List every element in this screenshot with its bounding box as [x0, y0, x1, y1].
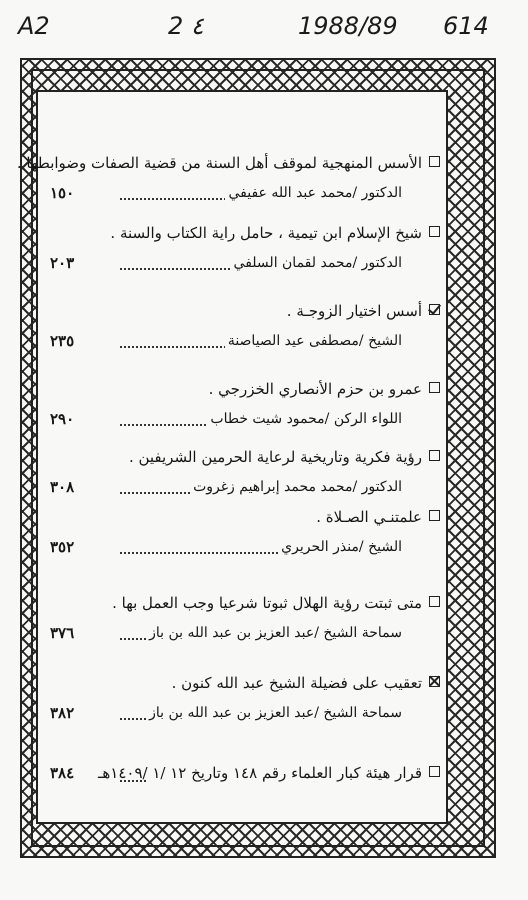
handwritten-note-year: 1988/89 [298, 12, 398, 40]
entry-page-number: ٢٣٥ [50, 332, 75, 350]
entry-author: اللواء الركن /محمود شيت خطاب [207, 406, 402, 432]
checkbox-icon[interactable] [429, 596, 440, 607]
entry-author: سماحة الشيخ /عبد العزيز بن عبد الله بن باز [146, 700, 402, 726]
entry-page-number: ٢٩٠ [50, 410, 75, 428]
contents-entry [38, 444, 446, 504]
checkbox-icon[interactable] [429, 450, 440, 461]
entry-title: متى ثبتت رؤية الهلال ثبوتا شرعيا وجب العمل بها . [112, 594, 422, 612]
leader-dots [120, 552, 286, 554]
entry-title: عمرو بن حزم الأنصاري الخزرجي . [208, 380, 422, 398]
entry-page-number: ٣٨٤ [50, 764, 75, 782]
checkbox-icon[interactable] [429, 766, 440, 777]
entry-title: الأسس المنهجية لموقف أهل السنة من قضية الصفات وضوابطها . [16, 154, 422, 172]
entry-page-number: ٣٨٢ [50, 704, 75, 722]
entry-author: الدكتور /محمد لقمان السلفي [231, 250, 402, 276]
handwritten-note-ref: A2 [18, 12, 50, 40]
checkbox-icon[interactable] [429, 156, 440, 167]
contents-panel [16, 90, 448, 824]
checkbox-icon[interactable] [429, 304, 440, 315]
checkbox-icon[interactable] [429, 382, 440, 393]
entry-title: شيخ الإسلام ابن تيمية ، حامل راية الكتاب والسنة . [110, 224, 422, 242]
entry-title: تعقيب على فضيلة الشيخ عبد الله كنون . [171, 674, 422, 692]
checkbox-icon[interactable] [429, 510, 440, 521]
contents-entry [16, 150, 446, 210]
contents-entry [38, 298, 446, 358]
entry-author: الشيخ /مصطفى عيد الصياصنة [225, 328, 402, 354]
entry-page-number: ٣٧٦ [50, 624, 75, 642]
entry-author: الدكتور /محمد عبد الله عفيفي [225, 180, 402, 206]
entry-author: الدكتور /محمد محمد إبراهيم زغروت [190, 474, 402, 500]
entry-page-number: ١٥٠ [50, 184, 75, 202]
entry-title: رؤية فكرية وتاريخية لرعاية الحرمين الشريفين . [128, 448, 422, 466]
entry-page-number: ٣٥٢ [50, 538, 75, 556]
contents-entry [38, 220, 446, 280]
contents-entry [38, 590, 446, 650]
handwritten-note-number: 614 [443, 12, 489, 40]
contents-entry [38, 376, 446, 436]
checkbox-icon[interactable] [429, 676, 440, 687]
entry-title: قرار هيئة كبار العلماء رقم ١٤٨ وتاريخ ١٢ /١ /١٤٠٩هـ [97, 764, 422, 782]
entry-title: علمتنـي الصـلاة . [316, 508, 422, 526]
checkbox-icon[interactable] [429, 226, 440, 237]
entry-author: الشيخ /منذر الحريري [278, 534, 402, 560]
handwritten-note-issue: 2 ٤ [168, 12, 204, 40]
contents-entry [38, 670, 446, 730]
leader-dots [120, 780, 146, 782]
entry-page-number: ٣٠٨ [50, 478, 75, 496]
entry-title: أسس اختيار الزوجـة . [286, 302, 422, 320]
contents-entry [38, 504, 446, 564]
entry-author: سماحة الشيخ /عبد العزيز بن عبد الله بن باز [146, 620, 402, 646]
contents-entry-final [38, 752, 446, 812]
entry-page-number: ٢٠٣ [50, 254, 75, 272]
